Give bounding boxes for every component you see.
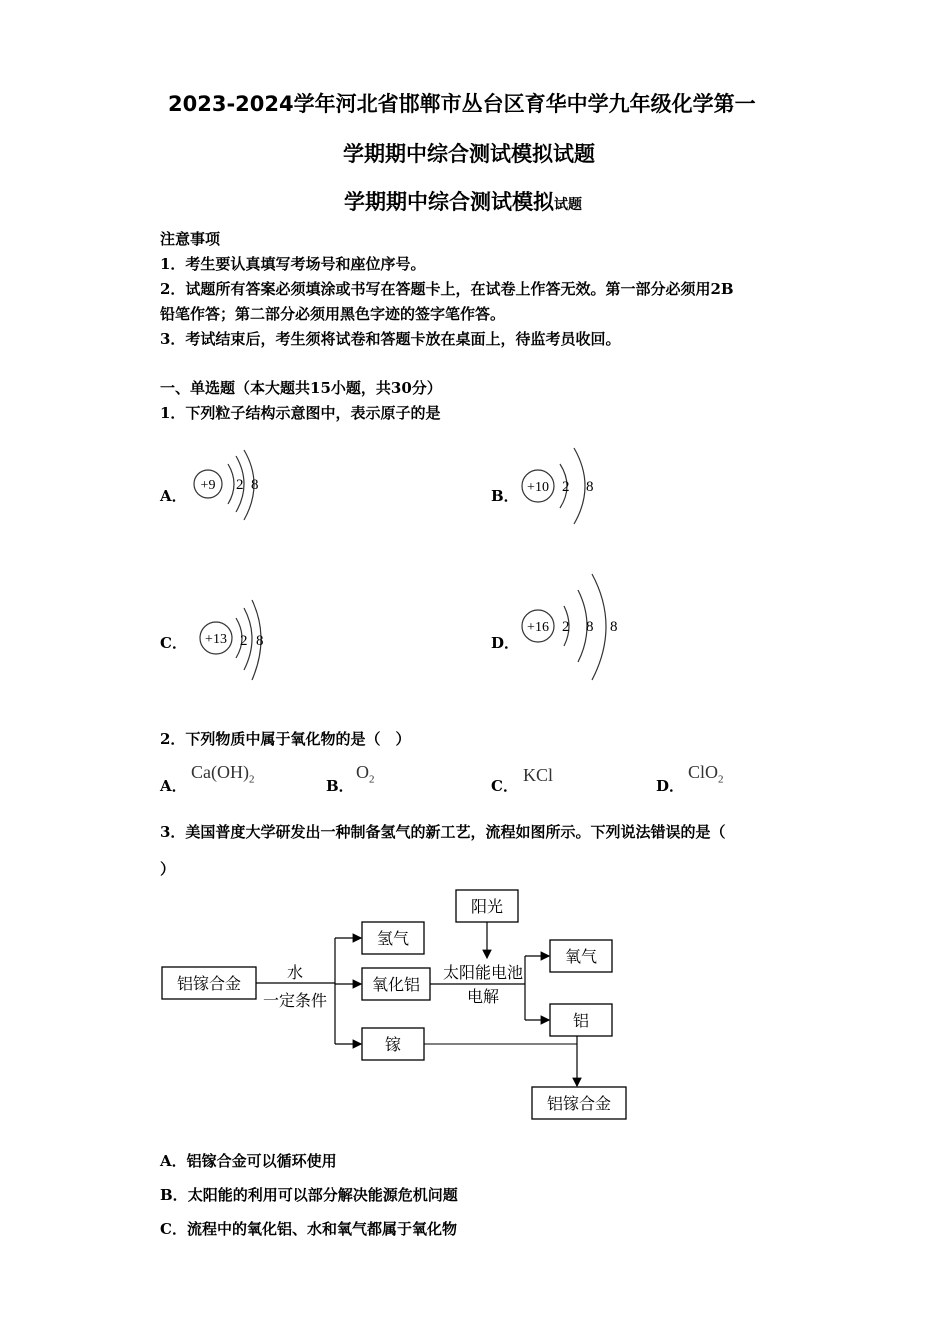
q1-option-b-label: B．: [491, 487, 519, 505]
q1-option-c-diagram: [196, 596, 276, 686]
shell-electron-count: 8: [610, 619, 618, 635]
label-water: 水: [286, 963, 304, 982]
label-alloy-out: 铝镓合金: [546, 1094, 612, 1113]
shell-electron-count: 2: [240, 633, 248, 649]
label-alumina: 氧化铝: [371, 975, 421, 994]
label-sunlight: 阳光: [470, 897, 504, 916]
formula-main: KCl: [523, 765, 554, 785]
notice-item-3: 3．考试结束后，考生须将试卷和答题卡放在桌面上，待监考员收回。: [160, 330, 621, 348]
label-hydrogen: 氢气: [376, 929, 410, 948]
title-line-3: [344, 186, 582, 216]
option-text: 铝镓合金可以循环使用: [186, 1152, 337, 1170]
title-line-3-suffix: 试题: [554, 197, 582, 213]
option-text: 流程中的氧化铝、水和氧气都属于氧化物: [186, 1220, 457, 1238]
shell-electron-count: 8: [256, 633, 264, 649]
title-line-1: 2023-2024学年河北省邯郸市丛台区育华中学九年级化学第一: [168, 92, 756, 116]
q1-option-c-label: C．: [160, 634, 187, 652]
label-solar: 太阳能电池: [442, 963, 524, 982]
q3-stem-line-1: 3．美国普度大学研发出一种制备氢气的新工艺，流程如图所示。下列说法错误的是（: [160, 823, 726, 841]
q2-option-a-formula: [191, 762, 254, 786]
nucleus-charge: +10: [527, 480, 549, 495]
notice-heading: 注意事项: [160, 230, 221, 248]
formula-main: Ca(OH): [191, 762, 249, 782]
label-electrolysis: 电解: [466, 987, 500, 1006]
q2-option-b-formula: [356, 762, 375, 786]
shell-electron-count: 8: [251, 477, 259, 493]
q2-option-b-label: B．: [326, 777, 354, 795]
notice-item-2b: 铅笔作答；第二部分必须用黑色字迹的签字笔作答。: [160, 305, 506, 323]
label-oxygen: 氧气: [564, 947, 598, 966]
q1-option-a-label: A．: [160, 487, 187, 505]
option-label: A．: [160, 1152, 187, 1170]
shell-electron-count: 8: [586, 619, 594, 635]
shell-arc: [574, 448, 585, 524]
notice-item-1: 1．考生要认真填写考场号和座位序号。: [160, 255, 426, 273]
formula-subscript: 2: [369, 773, 375, 786]
option-text: 太阳能的利用可以部分解决能源危机问题: [187, 1186, 458, 1204]
q3-option-a: [160, 1150, 337, 1171]
title-line-2: 学期期中综合测试模拟试题: [343, 142, 595, 166]
formula-subscript: 2: [718, 773, 724, 786]
shell-arc: [592, 574, 606, 680]
q2-stem: 2．下列物质中属于氧化物的是（ ）: [160, 730, 411, 748]
label-alloy-in: 铝镓合金: [176, 974, 242, 993]
shell-electron-count: 2: [562, 479, 570, 495]
q2-option-d-label: D．: [656, 777, 685, 795]
label-aluminum: 铝: [572, 1011, 590, 1030]
label-condition: 一定条件: [262, 991, 328, 1010]
shell-electron-count: 8: [586, 479, 594, 495]
q3-stem-line-2: ）: [160, 860, 176, 878]
q1-option-d-label: D．: [491, 634, 520, 652]
shell-electron-count: 2: [562, 619, 570, 635]
section-heading: 一、单选题（本大题共15小题，共30分）: [160, 379, 442, 397]
option-label: B．: [160, 1186, 188, 1204]
q1-option-d-diagram: [516, 566, 626, 686]
formula-subscript: 2: [248, 773, 255, 786]
q3-flow-diagram: [150, 880, 650, 1130]
nucleus-charge: +16: [527, 620, 549, 635]
q2-option-c-formula: [523, 765, 553, 786]
shell-arc: [228, 464, 234, 504]
q2-option-c-label: C．: [491, 777, 518, 795]
formula-main: O: [356, 762, 369, 782]
shell-electron-count: 2: [236, 477, 244, 493]
nucleus-charge: +9: [200, 478, 216, 493]
q1-option-b-diagram: [516, 442, 606, 532]
option-label: C．: [160, 1220, 187, 1238]
q3-option-c: [160, 1218, 457, 1239]
title-line-3-main: 学期期中综合测试模拟: [344, 190, 554, 214]
notice-item-2a: 2．试题所有答案必须填涂或书写在答题卡上，在试卷上作答无效。第一部分必须用2B: [160, 280, 734, 298]
formula-main: ClO: [688, 762, 719, 782]
q1-stem: 1．下列粒子结构示意图中，表示原子的是: [160, 404, 441, 422]
q1-option-a-diagram: [188, 448, 268, 528]
q2-option-d-formula: [688, 762, 724, 786]
label-gallium: 镓: [384, 1035, 402, 1054]
q3-option-b: [160, 1184, 458, 1205]
q2-option-a-label: A．: [160, 777, 187, 795]
nucleus-charge: +13: [205, 632, 227, 647]
